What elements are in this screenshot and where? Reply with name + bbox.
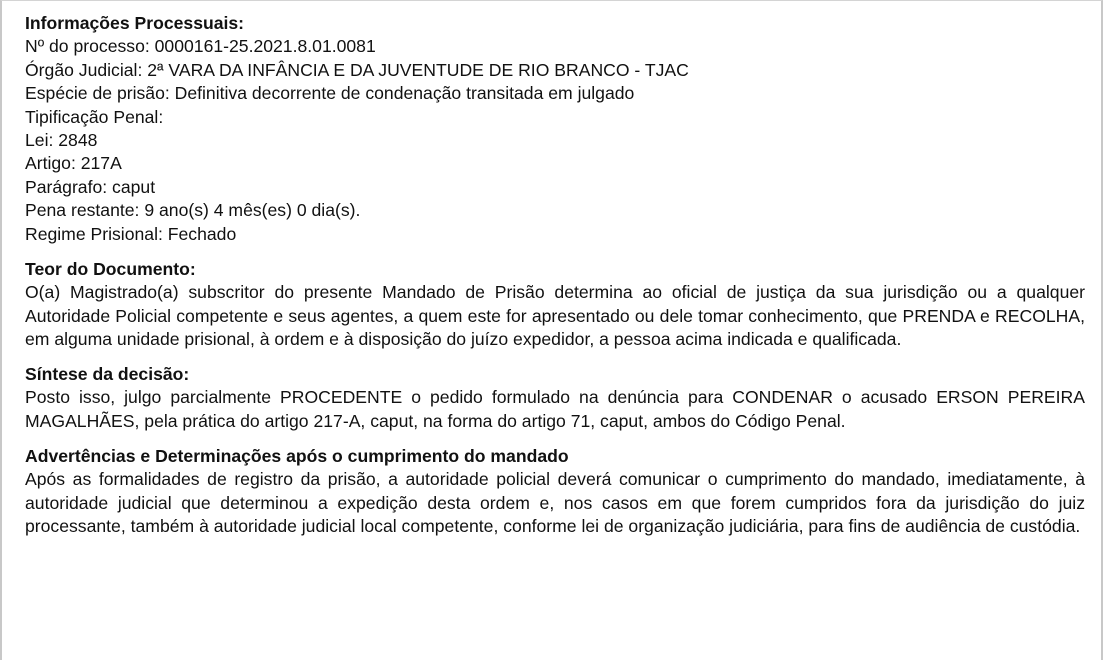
judicial-organ: Órgão Judicial: 2ª VARA DA INFÂNCIA E DA JUVENTUDE DE RIO BRANCO - TJAC [25, 59, 689, 80]
prison-type: Espécie de prisão: Definitiva decorrente de condenação transitada em julgado [25, 83, 635, 104]
penal-typification: Tipificação Penal: [25, 106, 164, 127]
remaining-sentence: Pena restante: 9 ano(s) 4 mês(es) 0 dia(s). [25, 200, 361, 221]
section-teor-documento [25, 258, 1085, 352]
section-heading: Advertências e Determinações após o cumprimento do mandado [25, 445, 569, 466]
process-number: Nº do processo: 0000161-25.2021.8.01.0081 [25, 36, 376, 57]
document-body [25, 12, 1085, 550]
section-text: Posto isso, julgo parcialmente PROCEDENTE o pedido formulado na denúncia para CONDENAR o acusado ERSON PEREIRA MAGALHÃES, pela prática do artigo 217-A, caput, na forma do artigo 71, caput, ambos do Código Penal. [25, 387, 1085, 431]
section-heading: Síntese da decisão: [25, 364, 190, 385]
section-informacoes-processuais [25, 12, 1085, 246]
section-sintese-decisao [25, 363, 1085, 433]
article: Artigo: 217A [25, 153, 122, 174]
section-text: O(a) Magistrado(a) subscritor do presente Mandado de Prisão determina ao oficial de justiça da sua jurisdição ou a qualquer Autoridade Policial competente e seus agentes, a quem este for apresentado ou dele tomar conhecimento, que PRENDA e RECOLHA, em alguma unidade prisional, à ordem e à disposição do juízo expedidor, a pessoa acima indicada e qualificada. [25, 282, 1085, 349]
section-heading: Informações Processuais: [25, 13, 245, 33]
section-advertencias [25, 445, 1085, 539]
law: Lei: 2848 [25, 130, 98, 151]
prison-regime: Regime Prisional: Fechado [25, 223, 237, 244]
section-text: Após as formalidades de registro da prisão, a autoridade policial deverá comunicar o cumprimento do mandado, imediatamente, à autoridade judicial que determinou a expedição desta ordem e, nos casos em que forem cumpridos fora da jurisdição do juiz processante, também à autoridade judicial local competente, conforme lei de organização judiciária, para fins de audiência de custódia. [25, 469, 1085, 537]
paragraph: Parágrafo: caput [25, 176, 156, 197]
section-heading: Teor do Documento: [25, 258, 196, 279]
